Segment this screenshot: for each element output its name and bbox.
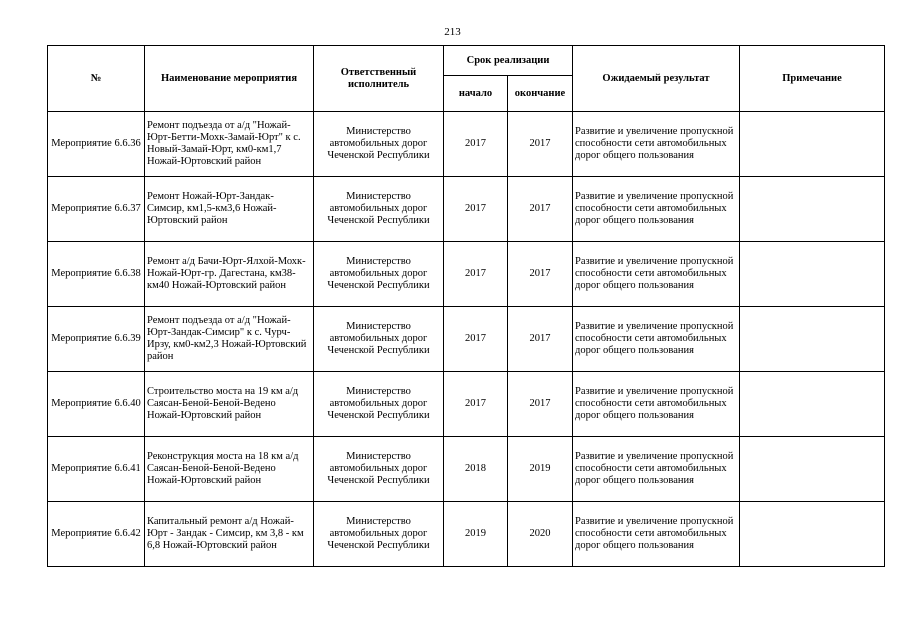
row-expected-result: Развитие и увеличение пропускной способности сети автомобильных дорог общего пользования <box>573 502 740 567</box>
header-activity-name: Наименование мероприятия <box>145 46 314 112</box>
header-period: Срок реализации <box>444 46 573 76</box>
row-expected-result: Развитие и увеличение пропускной способности сети автомобильных дорог общего пользования <box>573 177 740 242</box>
row-end-year: 2017 <box>508 372 573 437</box>
table-row <box>48 242 885 307</box>
row-start-year: 2017 <box>444 112 508 177</box>
row-note <box>740 307 885 372</box>
row-expected-result: Развитие и увеличение пропускной способности сети автомобильных дорог общего пользования <box>573 112 740 177</box>
row-activity-name: Ремонт а/д Бачи-Юрт-Ялхой-Мохк-Ножай-Юрт-гр. Дагестана, км38-км40 Ножай-Юртовский район <box>145 242 314 307</box>
row-activity-name: Ремонт Ножай-Юрт-Зандак-Симсир, км1,5-км3,6 Ножай-Юртовский район <box>145 177 314 242</box>
row-note <box>740 437 885 502</box>
row-end-year: 2017 <box>508 112 573 177</box>
row-start-year: 2019 <box>444 502 508 567</box>
activities-table <box>47 45 885 567</box>
row-executor: Министерство автомобильных дорог Чеченской Республики <box>314 372 444 437</box>
row-activity-name: Ремонт подъезда от а/д "Ножай-Юрт-Зандак-Симсир" к с. Чурч-Ирзу, км0-км2,3 Ножай-Юртовский район <box>145 307 314 372</box>
row-note <box>740 502 885 567</box>
page-number: 213 <box>444 26 461 38</box>
row-end-year: 2017 <box>508 242 573 307</box>
row-end-year: 2017 <box>508 307 573 372</box>
row-start-year: 2017 <box>444 307 508 372</box>
row-number: Мероприятие 6.6.38 <box>48 242 145 307</box>
row-number: Мероприятие 6.6.41 <box>48 437 145 502</box>
row-activity-name: Капитальный ремонт а/д Ножай-Юрт - Зандак - Симсир, км 3,8 - км 6,8 Ножай-Юртовский район <box>145 502 314 567</box>
row-note <box>740 177 885 242</box>
row-executor: Министерство автомобильных дорог Чеченской Республики <box>314 502 444 567</box>
row-executor: Министерство автомобильных дорог Чеченской Республики <box>314 242 444 307</box>
row-executor: Министерство автомобильных дорог Чеченской Республики <box>314 112 444 177</box>
row-number: Мероприятие 6.6.39 <box>48 307 145 372</box>
header-expected-result: Ожидаемый результат <box>573 46 740 112</box>
header-end: окончание <box>508 76 573 112</box>
header-note: Примечание <box>740 46 885 112</box>
header-number: № <box>48 46 145 112</box>
row-end-year: 2019 <box>508 437 573 502</box>
table-row <box>48 307 885 372</box>
header-start: начало <box>444 76 508 112</box>
table-row <box>48 372 885 437</box>
row-executor: Министерство автомобильных дорог Чеченской Республики <box>314 177 444 242</box>
row-start-year: 2018 <box>444 437 508 502</box>
row-expected-result: Развитие и увеличение пропускной способности сети автомобильных дорог общего пользования <box>573 307 740 372</box>
row-end-year: 2020 <box>508 502 573 567</box>
row-expected-result: Развитие и увеличение пропускной способности сети автомобильных дорог общего пользования <box>573 437 740 502</box>
row-activity-name: Реконструкция моста на 18 км а/д Саясан-Беной-Беной-Ведено Ножай-Юртовский район <box>145 437 314 502</box>
row-start-year: 2017 <box>444 242 508 307</box>
header-executor: Ответственный исполнитель <box>314 46 444 112</box>
row-executor: Министерство автомобильных дорог Чеченской Республики <box>314 437 444 502</box>
table-row <box>48 177 885 242</box>
row-start-year: 2017 <box>444 177 508 242</box>
row-note <box>740 242 885 307</box>
row-number: Мероприятие 6.6.42 <box>48 502 145 567</box>
row-expected-result: Развитие и увеличение пропускной способности сети автомобильных дорог общего пользования <box>573 242 740 307</box>
row-end-year: 2017 <box>508 177 573 242</box>
table-row <box>48 502 885 567</box>
row-executor: Министерство автомобильных дорог Чеченской Республики <box>314 307 444 372</box>
row-note <box>740 112 885 177</box>
row-activity-name: Ремонт подъезда от а/д "Ножай-Юрт-Бетти-Мохк-Замай-Юрт" к с. Новый-Замай-Юрт, км0-км1,7 Ножай-Юртовский район <box>145 112 314 177</box>
row-activity-name: Строительство моста на 19 км а/д Саясан-Беной-Беной-Ведено Ножай-Юртовский район <box>145 372 314 437</box>
row-number: Мероприятие 6.6.37 <box>48 177 145 242</box>
table-row <box>48 437 885 502</box>
row-start-year: 2017 <box>444 372 508 437</box>
row-note <box>740 372 885 437</box>
row-number: Мероприятие 6.6.36 <box>48 112 145 177</box>
table-row <box>48 112 885 177</box>
row-expected-result: Развитие и увеличение пропускной способности сети автомобильных дорог общего пользования <box>573 372 740 437</box>
row-number: Мероприятие 6.6.40 <box>48 372 145 437</box>
